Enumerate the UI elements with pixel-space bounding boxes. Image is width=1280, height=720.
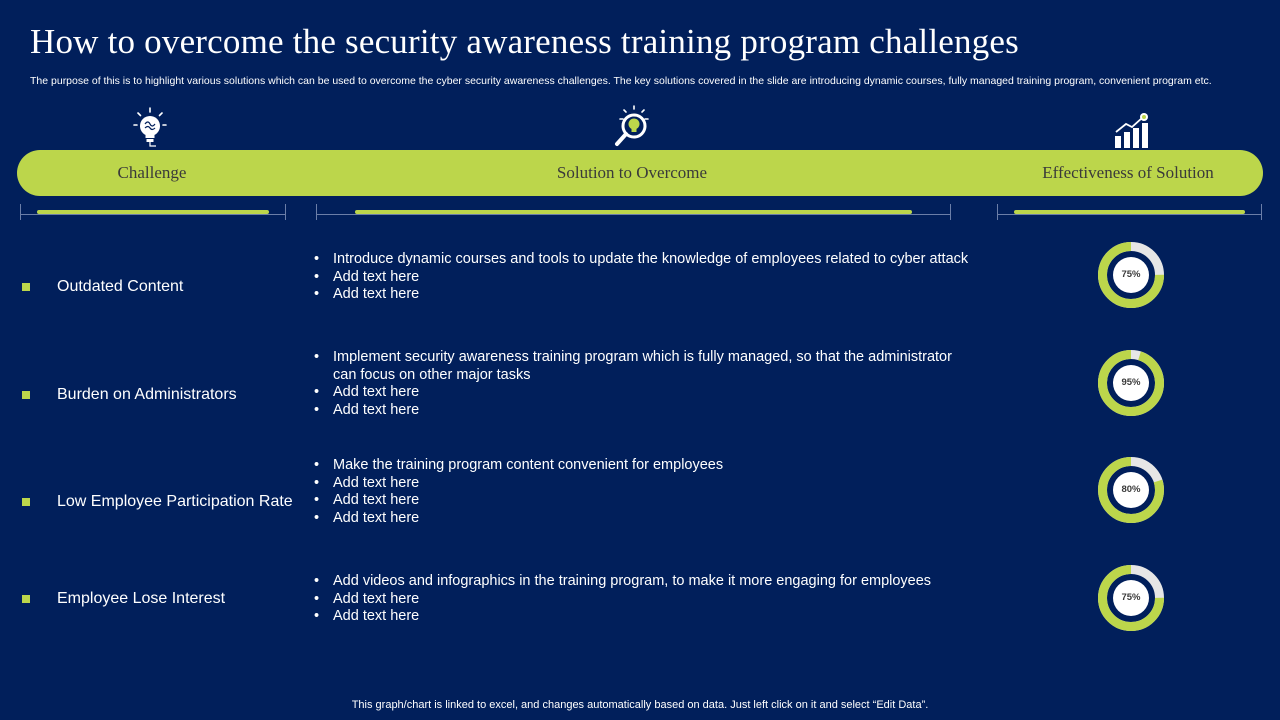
- solution-list: [314, 457, 994, 527]
- donut-percent-label: 75%: [1121, 269, 1141, 280]
- challenge-item: [22, 383, 237, 407]
- effectiveness-donut: [1096, 455, 1166, 525]
- challenge-column-divider: [20, 204, 286, 220]
- donut-percent-label: 75%: [1121, 592, 1141, 603]
- bullet-square-icon: [22, 595, 30, 603]
- solution-list: [314, 349, 994, 419]
- page-title: How to overcome the security awareness training program challenges: [30, 22, 1019, 61]
- bullet-square-icon: [22, 283, 30, 291]
- challenge-label: Employee Lose Interest: [57, 590, 226, 607]
- solution-item: • Add text here: [314, 492, 994, 510]
- effectiveness-donut: [1096, 563, 1166, 633]
- header-effectiveness: Effectiveness of Solution: [1042, 163, 1214, 182]
- challenge-label: Low Employee Participation Rate: [57, 493, 293, 510]
- challenge-item: [22, 275, 183, 299]
- solution-item: • Make the training program content convenient for employees: [314, 457, 994, 475]
- solution-item: • Add text here: [314, 384, 994, 402]
- solution-item: • Add text here: [314, 286, 994, 304]
- effectiveness-donut: [1096, 240, 1166, 310]
- growth-chart-icon: [1112, 110, 1152, 154]
- solution-item: • Add videos and infographics in the training program, to make it more engaging for employees: [314, 573, 994, 591]
- donut-percent-label: 80%: [1121, 484, 1141, 495]
- solution-list: [314, 251, 994, 304]
- effectiveness-column-divider: [997, 204, 1262, 220]
- table-header-bar: [17, 150, 1263, 196]
- brain-lightbulb-icon: [130, 106, 170, 150]
- solution-item: • Introduce dynamic courses and tools to update the knowledge of employees related to cyber attack: [314, 251, 994, 269]
- solution-item: • Add text here: [314, 510, 994, 528]
- solution-item: • Add text here: [314, 475, 994, 493]
- solution-item: • Implement security awareness training program which is fully managed, so that the administrator can focus on other major tasks: [314, 349, 994, 384]
- magnifier-lightbulb-icon: [612, 104, 652, 148]
- donut-percent-label: 95%: [1121, 377, 1141, 388]
- solution-item: • Add text here: [314, 269, 994, 287]
- solution-item: • Add text here: [314, 591, 994, 609]
- challenge-label: Burden on Administrators: [57, 386, 237, 403]
- challenge-label: Outdated Content: [57, 278, 184, 295]
- challenge-item: [22, 490, 293, 514]
- solution-item: • Add text here: [314, 402, 994, 420]
- header-solution: Solution to Overcome: [556, 163, 708, 182]
- solution-column-divider: [316, 204, 951, 220]
- challenge-item: [22, 587, 225, 611]
- header-challenge: Challenge: [117, 163, 187, 182]
- bullet-square-icon: [22, 498, 30, 506]
- page-subtitle: The purpose of this is to highlight various solutions which can be used to overcome the cyber security awareness challenges. The key solutions covered in the slide are introducing dynamic courses, fully managed training program, convenient program etc.: [30, 75, 1212, 87]
- effectiveness-donut: [1096, 348, 1166, 418]
- footer-note: This graph/chart is linked to excel, and changes automatically based on data. Just left click on it and select “Edit Data”.: [351, 699, 929, 711]
- bullet-square-icon: [22, 391, 30, 399]
- solution-list: [314, 573, 994, 626]
- solution-item: • Add text here: [314, 608, 994, 626]
